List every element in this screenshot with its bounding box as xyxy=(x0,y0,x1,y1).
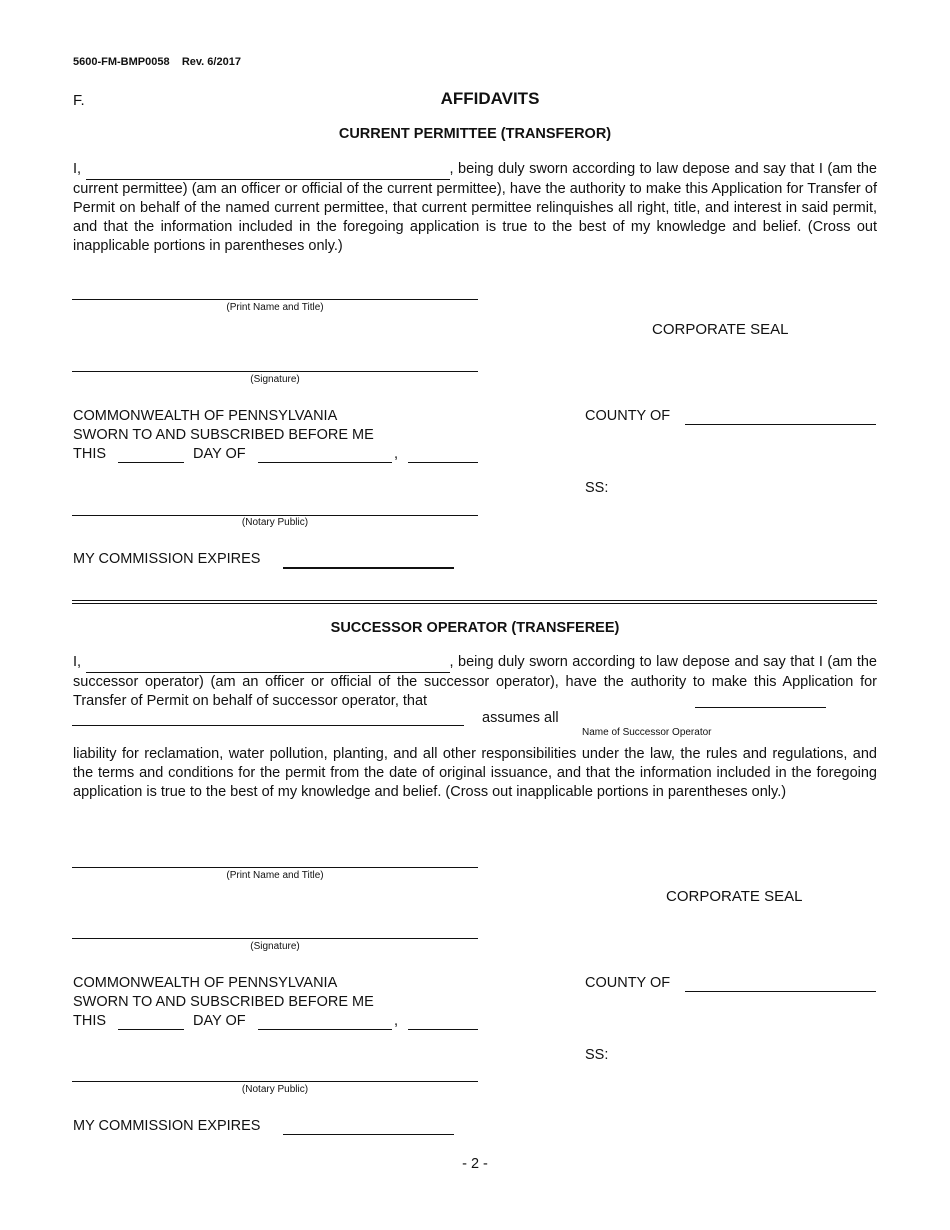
transferee-notary-line[interactable] xyxy=(72,1081,478,1082)
transferor-signature-caption: (Signature) xyxy=(250,374,300,385)
transferor-day-blank[interactable] xyxy=(118,462,184,463)
transferee-year-blank[interactable] xyxy=(408,1029,478,1030)
transferee-this-label: THIS xyxy=(73,1013,107,1029)
transferee-sworn: SWORN TO AND SUBSCRIBED BEFORE ME xyxy=(73,994,374,1010)
transferee-commonwealth: COMMONWEALTH OF PENNSYLVANIA xyxy=(73,975,338,991)
transferee-day-blank[interactable] xyxy=(118,1029,184,1030)
transferee-commission-blank[interactable] xyxy=(283,1134,454,1135)
section-letter: F. xyxy=(73,92,85,109)
transferor-print-name-line[interactable] xyxy=(72,299,478,300)
transferee-comma: , xyxy=(394,1013,399,1029)
transferor-notary-line[interactable] xyxy=(72,515,478,516)
page-title: AFFIDAVITS xyxy=(440,89,540,108)
successor-operator-caption: Name of Successor Operator xyxy=(582,727,712,738)
transferee-day-of-label: DAY OF xyxy=(193,1013,246,1029)
transferor-print-name-caption: (Print Name and Title) xyxy=(226,302,324,313)
transferor-commission-label: MY COMMISSION EXPIRES xyxy=(73,551,261,567)
assumes-all-text: assumes all xyxy=(482,710,559,726)
transferee-signature-line[interactable] xyxy=(72,938,478,939)
transferor-sworn: SWORN TO AND SUBSCRIBED BEFORE ME xyxy=(73,427,374,443)
transferor-heading: CURRENT PERMITTEE (TRANSFEROR) xyxy=(338,126,612,142)
transferee-corporate-seal: CORPORATE SEAL xyxy=(666,888,803,905)
transferor-commonwealth: COMMONWEALTH OF PENNSYLVANIA xyxy=(73,408,338,424)
transferee-county-blank[interactable] xyxy=(685,991,876,992)
transferee-heading: SUCCESSOR OPERATOR (TRANSFEREE) xyxy=(330,620,620,636)
transferee-print-name-line[interactable] xyxy=(72,867,478,868)
transferee-name-blank[interactable] xyxy=(86,653,450,673)
form-id: 5600-FM-BMP0058 Rev. 6/2017 xyxy=(73,56,241,68)
transferor-county-blank[interactable] xyxy=(685,424,876,425)
transferor-signature-line[interactable] xyxy=(72,371,478,372)
transferee-month-blank[interactable] xyxy=(258,1029,392,1030)
transferor-commission-blank[interactable] xyxy=(283,567,454,569)
transferor-day-of-label: DAY OF xyxy=(193,446,246,462)
page-number: - 2 - xyxy=(462,1156,488,1172)
transferor-corporate-seal: CORPORATE SEAL xyxy=(652,321,789,338)
section-divider xyxy=(72,600,877,604)
transferor-notary-caption: (Notary Public) xyxy=(241,517,309,528)
transferee-commission-label: MY COMMISSION EXPIRES xyxy=(73,1118,261,1134)
successor-operator-name-blank[interactable] xyxy=(72,725,464,726)
transferor-comma: , xyxy=(394,446,399,462)
transferee-print-name-caption: (Print Name and Title) xyxy=(226,870,324,881)
transferee-affidavit-text: I, , being duly sworn according to law depose and say that I (am the successor operator) (am an officer or official of the successor operator), have the authority to make this Application for Transfer of Permit on behalf of successor operator, that xyxy=(73,654,877,709)
transferor-month-blank[interactable] xyxy=(258,462,392,463)
transferor-affidavit-text: I, , being duly sworn according to law depose and say that I (am the current permittee) (am an officer or official of the current permittee), have the authority to make this Application for Transfer of Permit on behalf of the named current permittee, that current permittee relinquishes all right, title, and interest in said permit, and that the information included in the foregoing application is true to the best of my knowledge and belief. (Cross out inapplicable portions in parentheses only.) xyxy=(73,161,877,254)
transferor-this-label: THIS xyxy=(73,446,107,462)
transferee-county-label: COUNTY OF xyxy=(585,975,671,991)
transferor-year-blank[interactable] xyxy=(408,462,478,463)
transferee-affidavit-text-2: liability for reclamation, water pollution, planting, and all other responsibilities under the law, the rules and regulations, and the terms and conditions for the permit from the date of original issuance, and that the information included in the foregoing application is true to the best of my knowledge and belief. (Cross out inapplicable portions in parentheses only.) xyxy=(73,746,877,800)
transferee-extra-blank[interactable] xyxy=(695,707,826,708)
transferee-ss-label: SS: xyxy=(585,1047,609,1063)
transferee-notary-caption: (Notary Public) xyxy=(241,1084,309,1095)
transferor-ss-label: SS: xyxy=(585,480,609,496)
transferor-name-blank[interactable] xyxy=(86,160,450,180)
transferor-county-label: COUNTY OF xyxy=(585,408,671,424)
transferee-signature-caption: (Signature) xyxy=(250,941,300,952)
